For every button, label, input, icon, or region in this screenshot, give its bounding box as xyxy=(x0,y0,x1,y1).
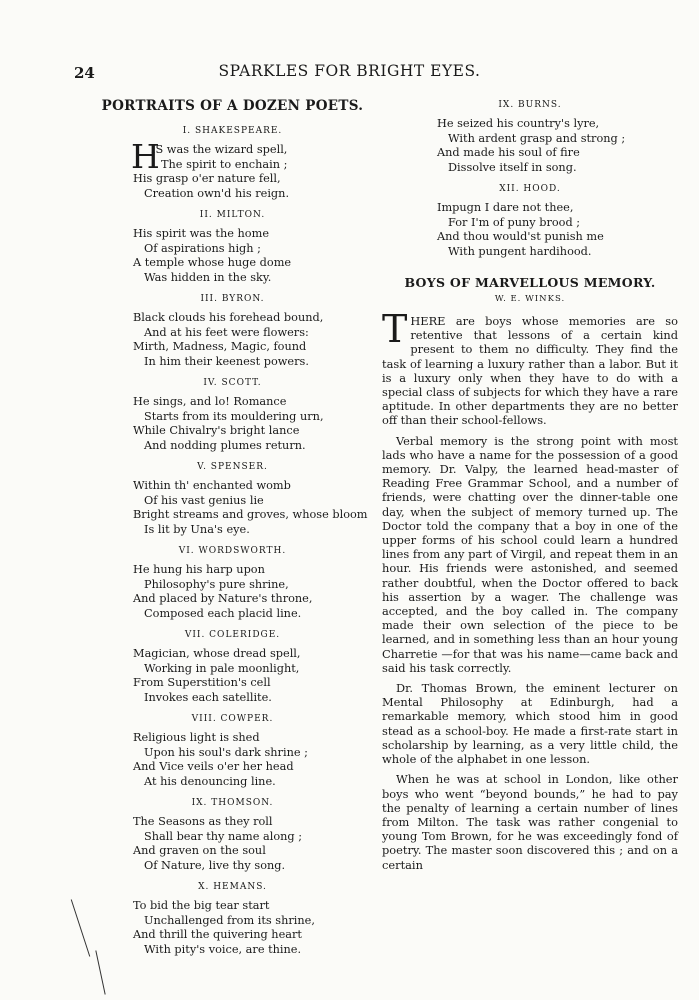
stanza xyxy=(133,395,365,453)
article-body xyxy=(382,307,678,872)
verse-line: He seized his country's lyre, xyxy=(437,117,600,130)
poem-section xyxy=(100,630,365,705)
verse-line: In him their keenest powers. xyxy=(144,354,309,368)
verse-line: And graven on the soul xyxy=(133,844,266,857)
page-number: 24 xyxy=(74,64,95,82)
article-paragraph: When he was at school in London, like other boys who went “beyond bounds,” he had to pay the penalty of learning a certain number of lines from Milton. The task was rather congenial to young Tom Brown, for he was exceedingly fond of poetry. The master soon discovered this ; and on a certain xyxy=(382,772,678,872)
verse-line: The spirit to enchain ; xyxy=(161,157,288,171)
verse-line: And Vice veils o'er her head xyxy=(133,760,294,773)
verse-line: Shall bear thy name along ; xyxy=(144,829,303,843)
stanza xyxy=(133,731,365,789)
stanza xyxy=(133,647,365,705)
section-heading: IX. BURNS. xyxy=(498,100,562,110)
poem-section xyxy=(100,546,365,621)
running-head: SPARKLES FOR BRIGHT EYES. xyxy=(218,62,481,80)
poem-section xyxy=(100,294,365,369)
verse-line: Was hidden in the sky. xyxy=(144,270,272,284)
poem-section xyxy=(382,100,678,175)
verse-line: And placed by Nature's throne, xyxy=(133,592,313,605)
section-heading: VII. COLERIDGE. xyxy=(184,630,281,640)
poem-section xyxy=(100,462,368,537)
verse-line: For I'm of puny brood ; xyxy=(448,215,581,229)
verse-line: Philosophy's pure shrine, xyxy=(144,577,289,591)
verse-line: Dissolve itself in song. xyxy=(448,160,577,174)
article-byline: W. E. WINKS. xyxy=(494,294,566,304)
verse-line: Composed each placid line. xyxy=(144,606,302,620)
poem-section xyxy=(382,184,678,259)
verse-line: Creation own'd his reign. xyxy=(144,186,290,200)
article-paragraph: THERE are boys whose memories are so retentive that lessons of a certain kind present to them no difficulty. They find the task of learning a luxury rather than a labor. But it is a luxury only when they have to do with a special class of subjects for which they have a rare aptitude. In other departments they are no better off than their school-fellows. xyxy=(382,307,678,428)
verse-line: Within th' enchanted womb xyxy=(133,479,291,492)
stray-pen-mark xyxy=(95,950,105,994)
stanza xyxy=(133,815,365,873)
verse-line: And at his feet were flowers: xyxy=(144,325,309,339)
poem-section xyxy=(100,126,365,201)
verse-line: Mirth, Madness, Magic, found xyxy=(133,340,307,353)
section-heading: III. BYRON. xyxy=(200,294,265,304)
section-heading: I. SHAKESPEARE. xyxy=(182,126,283,136)
poem-section xyxy=(100,798,365,873)
poem-section xyxy=(100,378,365,453)
verse-line: Of Nature, live thy song. xyxy=(144,858,286,872)
verse-line: Magician, whose dread spell, xyxy=(133,647,301,660)
verse-line: Is lit by Una's eye. xyxy=(144,522,250,536)
verse-line: A temple whose huge dome xyxy=(133,256,292,269)
verse-line: Starts from its mouldering urn, xyxy=(144,409,324,423)
verse-line: His spirit was the home xyxy=(133,227,269,240)
stanza xyxy=(133,227,365,285)
section-heading: IV. SCOTT. xyxy=(203,378,262,388)
article-title: BOYS OF MARVELLOUS MEMORY. xyxy=(404,275,656,290)
stanza xyxy=(133,311,365,369)
verse-line: Of aspirations high ; xyxy=(144,241,261,255)
verse-line: And made his soul of fire xyxy=(437,146,580,159)
verse-line: He sings, and lo! Romance xyxy=(133,395,287,408)
stray-pen-mark xyxy=(71,899,90,956)
verse-line: Of his vast genius lie xyxy=(144,493,264,507)
stanza xyxy=(131,137,365,201)
verse-line: IS was the wizard spell, xyxy=(151,143,288,156)
poem-section xyxy=(100,882,365,957)
verse-line: Working in pale moonlight, xyxy=(144,661,300,675)
verse-line: While Chivalry's bright lance xyxy=(133,424,300,437)
verse-line: At his denouncing line. xyxy=(144,774,276,788)
article-paragraph: Verbal memory is the strong point with most lads who have a name for the possession of a good memory. Dr. Valpy, the learned head-master of Reading Free Grammar School, and a number of friends, were chatting over the dinner-table one day, when the subject of memory turned up. The Doctor told the company that a boy in one of the upper forms of his school could learn a hundred lines from any part of Virgil, and repeat them in an hour. His friends were astonished, and seemed rather doubtful, when the Doctor offered to back his assertion by a wager. The challenge was accepted, and the boy called in. The company made their own selection of the piece to be learned, and in something less than an hour young Charretie —for that was his name—came back and said his task correctly. xyxy=(382,433,678,675)
poem-section xyxy=(100,714,365,789)
drop-cap: H xyxy=(131,137,160,176)
verse-line: Upon his soul's dark shrine ; xyxy=(144,745,308,759)
verse-line: Religious light is shed xyxy=(133,731,260,744)
verse-line: He hung his harp upon xyxy=(133,563,265,576)
stanza xyxy=(133,563,365,621)
verse-line: And thrill the quivering heart xyxy=(133,928,302,941)
verse-line: Black clouds his forehead bound, xyxy=(133,311,324,324)
section-heading: VIII. COWPER. xyxy=(191,714,274,724)
verse-line: Bright streams and groves, whose bloom xyxy=(133,508,368,521)
section-heading: V. SPENSER. xyxy=(197,462,268,472)
stanza xyxy=(133,479,368,537)
verse-line: To bid the big tear start xyxy=(133,899,270,912)
section-heading: X. HEMANS. xyxy=(198,882,267,892)
verse-line: With pity's voice, are thine. xyxy=(144,942,302,956)
left-column xyxy=(100,98,368,957)
verse-line: With ardent grasp and strong ; xyxy=(448,131,626,145)
stanza xyxy=(437,117,678,175)
verse-line: Unchallenged from its shrine, xyxy=(144,913,315,927)
verse-line: Invokes each satellite. xyxy=(144,690,272,704)
drop-cap: T xyxy=(382,307,408,351)
verse-line: From Superstition's cell xyxy=(133,676,271,689)
section-heading: IX. THOMSON. xyxy=(191,798,274,808)
poem-collection-title: PORTRAITS OF A DOZEN POETS. xyxy=(101,98,364,114)
verse-line: And nodding plumes return. xyxy=(144,438,306,452)
verse-line: And thou would'st punish me xyxy=(437,230,604,243)
section-heading: VI. WORDSWORTH. xyxy=(178,546,287,556)
stanza xyxy=(133,899,365,957)
section-heading: II. MILTON. xyxy=(199,210,266,220)
stanza xyxy=(437,201,678,259)
verse-line: With pungent hardihood. xyxy=(448,244,592,258)
verse-line: Impugn I dare not thee, xyxy=(437,201,574,214)
poem-section xyxy=(100,210,365,285)
verse-line: The Seasons as they roll xyxy=(133,815,273,828)
section-heading: XII. HOOD. xyxy=(499,184,561,194)
verse-line: His grasp o'er nature fell, xyxy=(133,172,281,185)
article-paragraph: Dr. Thomas Brown, the eminent lecturer on Mental Philosophy at Edinburgh, had a remarkable memory, which stood him in good stead as a school-boy. He made a first-rate start in scholarship by learning, as a very little child, the whole of the alphabet in one lesson. xyxy=(382,681,678,767)
right-column xyxy=(382,98,678,878)
